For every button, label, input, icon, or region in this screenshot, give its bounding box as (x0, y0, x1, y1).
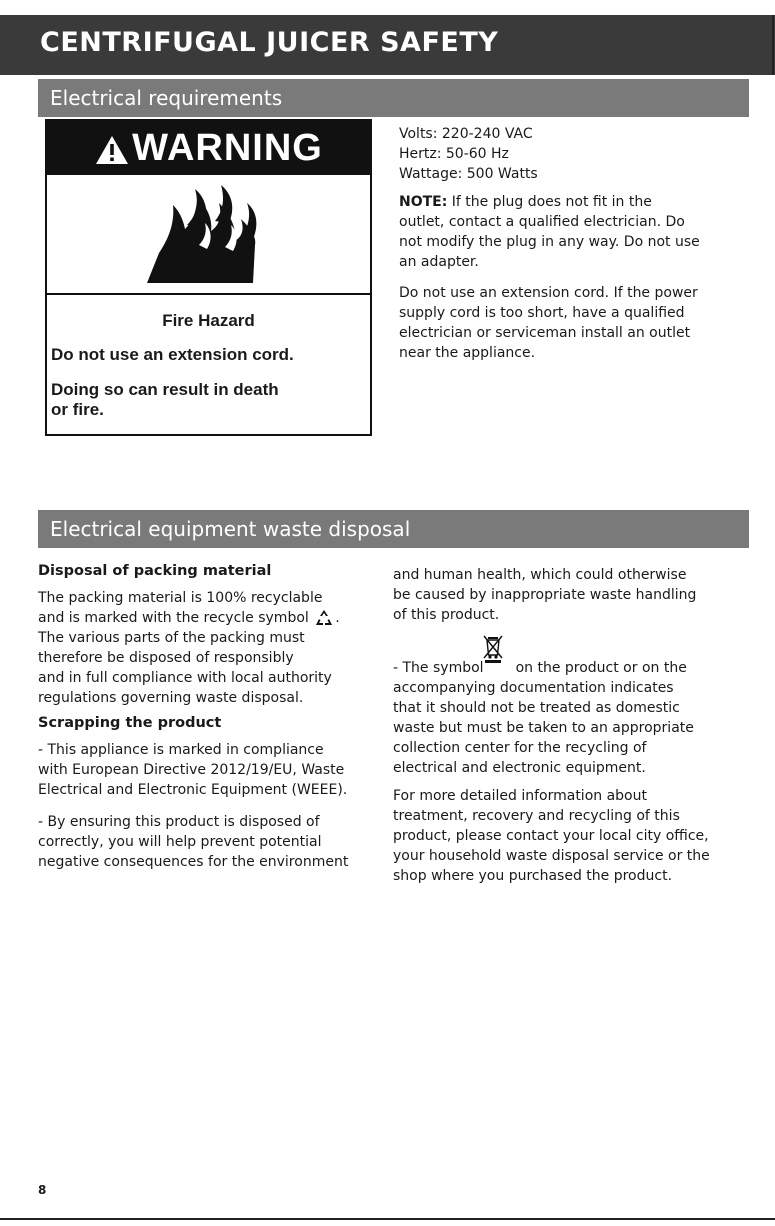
spec-hertz: Hertz: 50-60 Hz (399, 146, 509, 162)
packing-heading: Disposal of packing material (38, 563, 272, 579)
right-b-line-4: collection center for the recycling of (393, 740, 647, 756)
warning-text-death-2: or fire. (51, 400, 104, 419)
warning-text-extension: Do not use an extension cord. (51, 345, 294, 364)
bottom-rule (0, 1218, 775, 1220)
packing-line-2-text: and is marked with the recycle symbol (38, 610, 309, 626)
scrapping-heading: Scrapping the product (38, 715, 222, 731)
extension-line-4: near the appliance. (399, 345, 536, 361)
warning-header-label: WARNING (132, 127, 323, 169)
extension-line-1: Do not use an extension cord. If the power (399, 285, 698, 301)
note-label: NOTE: (399, 194, 448, 210)
page-title: CENTRIFUGAL JUICER SAFETY (40, 27, 499, 58)
spec-wattage: Wattage: 500 Watts (399, 166, 538, 182)
warning-box (45, 119, 372, 436)
scrap-b-line-1: - By ensuring this product is disposed of (38, 814, 320, 830)
right-c-line-2: treatment, recovery and recycling of this (393, 808, 680, 824)
note-line-3: not modify the plug in any way. Do not use (399, 234, 700, 250)
extension-line-2: supply cord is too short, have a qualified (399, 305, 685, 321)
right-b-line-3: waste but must be taken to an appropriate (393, 720, 694, 736)
scrap-a-line-1: - This appliance is marked in compliance (38, 742, 324, 758)
right-b-line-5: electrical and electronic equipment. (393, 760, 646, 776)
edge-rule (772, 15, 774, 75)
warning-divider (47, 293, 370, 295)
warning-triangle-icon (94, 134, 130, 166)
packing-line-6: regulations governing waste disposal. (38, 690, 304, 706)
right-c-line-5: shop where you purchased the product. (393, 868, 673, 884)
extension-line-3: electrician or serviceman install an outlet (399, 325, 691, 341)
right-c-line-4: your household waste disposal service or the (393, 848, 710, 864)
packing-line-4: therefore be disposed of responsibly (38, 650, 294, 666)
scrap-a-line-2: with European Directive 2012/19/EU, Waste (38, 762, 345, 778)
warning-text-death-1: Doing so can result in death (51, 380, 279, 399)
right-c-line-1: For more detailed information about (393, 788, 647, 804)
right-b-line-1: accompanying documentation indicates (393, 680, 674, 696)
recycle-icon (313, 608, 335, 628)
symbol-post-text: on the product or on the (515, 660, 687, 676)
right-b-line-2: that it should not be treated as domestic (393, 700, 680, 716)
note-text-1: If the plug does not fit in the (447, 194, 652, 210)
right-a-line-3: of this product. (393, 607, 500, 623)
symbol-line (393, 658, 687, 678)
note-line-1 (399, 192, 652, 212)
packing-period: . (335, 610, 340, 626)
warning-header (47, 121, 370, 175)
packing-line-2 (38, 608, 340, 628)
symbol-pre-text: - The symbol (393, 660, 484, 676)
right-c-line-3: product, please contact your local city office, (393, 828, 709, 844)
packing-line-5: and in full compliance with local authority (38, 670, 332, 686)
note-line-4: an adapter. (399, 254, 479, 270)
section-title-electrical: Electrical requirements (50, 86, 283, 110)
fire-icon (47, 175, 370, 293)
spec-volts: Volts: 220-240 VAC (399, 126, 533, 142)
right-a-line-1: and human health, which could otherwise (393, 567, 687, 583)
scrap-b-line-2: correctly, you will help prevent potential (38, 834, 322, 850)
page-number: 8 (38, 1183, 47, 1197)
packing-line-3: The various parts of the packing must (38, 630, 305, 646)
section-title-waste: Electrical equipment waste disposal (50, 517, 411, 541)
scrap-b-line-3: negative consequences for the environment (38, 854, 349, 870)
right-a-line-2: be caused by inappropriate waste handling (393, 587, 697, 603)
note-line-2: outlet, contact a qualified electrician. Do (399, 214, 685, 230)
packing-line-1: The packing material is 100% recyclable (38, 590, 323, 606)
scrap-a-line-3: Electrical and Electronic Equipment (WEEE). (38, 782, 348, 798)
fire-hazard-label: Fire Hazard (162, 311, 255, 330)
